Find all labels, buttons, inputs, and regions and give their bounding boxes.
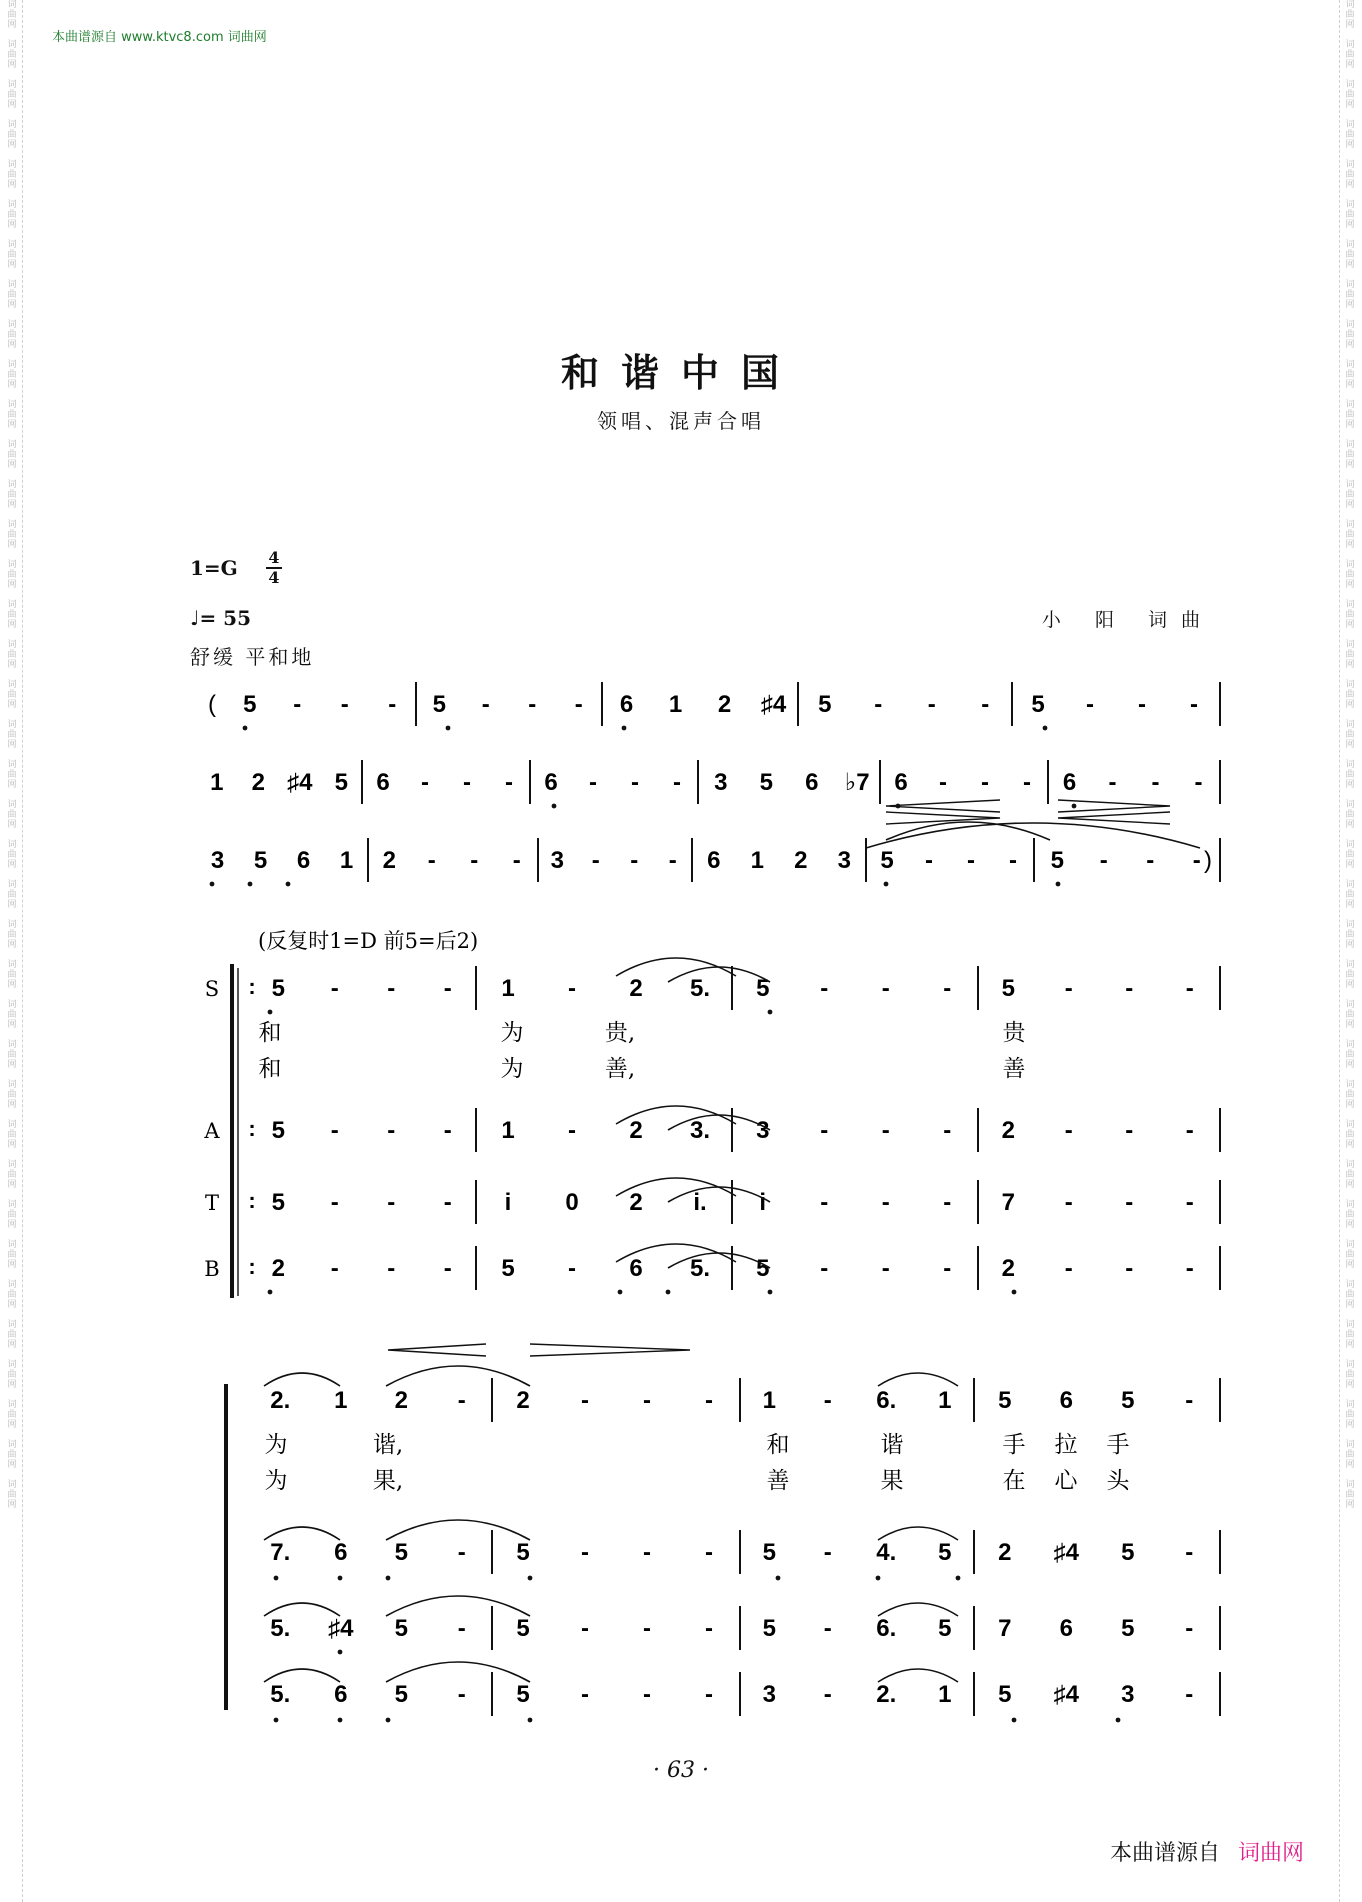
system1-soprano-note: -: [881, 975, 890, 1002]
system2-tenor-note: 7: [998, 1615, 1012, 1642]
system1-bass-note: 2: [1001, 1255, 1015, 1282]
octave-dot: [210, 882, 215, 887]
system1-bass-note: -: [1125, 1255, 1134, 1282]
slur: [668, 967, 770, 982]
system1-soprano-note: -: [443, 975, 452, 1002]
song-title: 和谐中国: [560, 350, 801, 395]
intro-row3-note: -: [512, 847, 521, 874]
system2-bass-note: -: [643, 1681, 651, 1708]
intro-row2-note: 6: [1062, 769, 1077, 796]
octave-dot: [768, 1290, 773, 1295]
intro-row3-note: -: [1099, 847, 1108, 874]
crescendo-hairpin: [388, 1344, 486, 1356]
intro-row2-note: -: [673, 769, 681, 796]
intro-row2-note: 3: [714, 769, 728, 796]
octave-dot: [274, 1718, 279, 1723]
octave-dot: [622, 726, 627, 731]
system1-tenor-note: -: [387, 1189, 396, 1216]
system1-tenor-note: i: [759, 1189, 767, 1216]
intro-row1-note: -: [574, 691, 583, 718]
lyric-verse2: 为: [500, 1056, 524, 1082]
lyric-verse2: 心: [1054, 1468, 1078, 1494]
system2-alto-note: -: [643, 1539, 651, 1566]
lyric-verse1: 和: [258, 1020, 282, 1046]
system1-alto-note: -: [330, 1117, 339, 1144]
intro-row3-note: -: [1146, 847, 1155, 874]
system1-tenor-note: -: [1064, 1189, 1073, 1216]
system2-soprano-note: -: [581, 1387, 589, 1414]
intro-row1-note: -: [874, 691, 883, 718]
intro-row1-note: -: [981, 691, 990, 718]
system2-bass-note: -: [1185, 1681, 1194, 1708]
system2-soprano-note: 6: [1059, 1387, 1073, 1414]
octave-dot: [386, 1576, 391, 1581]
system1-bass-note: 5: [756, 1255, 770, 1282]
system2-tenor-note: -: [581, 1615, 589, 1642]
system2-tenor-note: 6.: [876, 1615, 897, 1642]
system2-alto-note: -: [457, 1539, 466, 1566]
slur: [878, 1373, 958, 1386]
system1-alto-note: -: [443, 1117, 452, 1144]
intro-row3-note: 3: [550, 847, 564, 874]
system1-alto-note: -: [820, 1117, 829, 1144]
slur: [386, 1662, 530, 1682]
lyric-verse2: 和: [258, 1056, 282, 1082]
lyric-verse2: 善,: [604, 1056, 636, 1082]
system1-soprano-note: -: [1064, 975, 1073, 1002]
intro-row1-note: -: [481, 691, 490, 718]
system1-soprano-note: 5: [756, 975, 770, 1002]
system1-alto-note: -: [943, 1117, 952, 1144]
system1-bass-note: -: [330, 1255, 339, 1282]
lyric-verse2: 果,: [372, 1468, 404, 1494]
system1-bass-note: 5.: [689, 1255, 711, 1282]
song-subtitle: 领唱、混声合唱: [597, 409, 765, 433]
slur: [386, 1596, 530, 1616]
left-watermark-strip: 词 曲 网 词 曲 网 词 曲 网 词 曲 网 词 曲 网 词 曲 网 词 曲 网 词 曲 网 词 曲 网 词 曲 网 词 曲 网 词 曲 网 词 曲 网 词 曲 网 词 曲 网 词 曲 网 词 曲 网 词 曲 网 词 曲 网 词 曲 网 词 曲 网 词 曲 网 词 曲 网 词 曲 网 词 曲 网 词 曲 网 词 曲 网 词 曲 网 词 曲 网 词 曲 网 词 曲 网 词 曲 网 词 曲 网 词 曲 网 词 曲 网 词 曲 网 词 曲 网 词 曲 网: [7, 0, 17, 1510]
system2-tenor-note: -: [643, 1615, 651, 1642]
lyric-verse1: 为: [264, 1432, 288, 1458]
expression-mark: 舒缓 平和地: [190, 645, 315, 669]
intro-row2-note: 5: [334, 769, 348, 796]
octave-dot: [1012, 1718, 1017, 1723]
footer-source-label: 本曲谱源自: [1109, 1841, 1220, 1866]
intro-row3-note: -: [967, 847, 975, 874]
system2-alto-note: 7.: [270, 1539, 291, 1566]
system1-tenor-note: -: [330, 1189, 339, 1216]
lyric-verse2: 果: [880, 1468, 904, 1494]
system2-bass-note: -: [457, 1681, 466, 1708]
octave-dot: [286, 882, 291, 887]
octave-dot: [1116, 1718, 1121, 1723]
system1-soprano-note: 1: [501, 975, 515, 1002]
slur: [386, 1366, 530, 1386]
system1-soprano-note: -: [568, 975, 576, 1002]
system2-alto-note: -: [1185, 1539, 1194, 1566]
octave-dot: [528, 1718, 533, 1723]
intro-row2-note: -: [589, 769, 597, 796]
intro-row1-note: 5: [1031, 691, 1045, 718]
lyric-verse1: 谐: [880, 1432, 904, 1458]
system1-tenor-note: 2: [629, 1189, 643, 1216]
slur: [668, 1115, 770, 1130]
system2-alto-note: -: [581, 1539, 589, 1566]
octave-dot: [776, 1576, 781, 1581]
lyric-verse1: 谐,: [372, 1432, 404, 1458]
intro-row2-note: -: [1151, 769, 1160, 796]
intro-row3-note: -: [1192, 847, 1201, 874]
system1-tenor-note: -: [820, 1189, 829, 1216]
system2-alto-note: 6: [334, 1539, 348, 1566]
system2-alto-note: 5: [1121, 1539, 1135, 1566]
octave-dot: [248, 882, 253, 887]
lyric-verse1: 贵,: [604, 1020, 636, 1046]
system1-tenor-note: -: [1125, 1189, 1134, 1216]
repeat-sign: :: [248, 1188, 256, 1213]
system1-tenor-note: 5: [271, 1189, 285, 1216]
intro-row3-note: -: [1009, 847, 1017, 874]
repeat-note: (反复时1=D 前5=后2): [258, 929, 479, 953]
octave-dot: [1043, 726, 1048, 731]
intro-row3-note: 6: [296, 847, 311, 874]
system2-alto-note: -: [823, 1539, 832, 1566]
intro-row2-note: -: [463, 769, 471, 796]
footer-source: [1110, 1836, 1304, 1867]
octave-dot: [386, 1718, 391, 1723]
system2-soprano-note: 5: [998, 1387, 1012, 1414]
paren-close: ): [1204, 847, 1212, 874]
octave-dot: [768, 1010, 773, 1015]
system2-tenor-note: 5.: [270, 1615, 291, 1642]
decrescendo-hairpin: [530, 1344, 690, 1356]
intro-row2-note: -: [421, 769, 429, 796]
slur: [386, 1520, 530, 1540]
intro-row1-note: -: [1138, 691, 1146, 718]
system2-alto-note: 5: [762, 1539, 776, 1566]
system1-alto-note: 3.: [689, 1117, 711, 1144]
system2-alto-note: -: [705, 1539, 713, 1566]
tempo-value: = 55: [199, 606, 251, 630]
system2-bass-note: 1: [938, 1681, 952, 1708]
system2-tenor-note: -: [823, 1615, 832, 1642]
lyric-verse1: 拉: [1054, 1432, 1078, 1458]
system1-tenor-note: -: [443, 1189, 452, 1216]
system1-tenor-note: 7: [1001, 1189, 1015, 1216]
system1-tenor-note: -: [943, 1189, 952, 1216]
intro-row2-note: 6: [894, 769, 908, 796]
system2-tenor-note: 5: [1121, 1615, 1135, 1642]
intro-row3-note: -: [427, 847, 436, 874]
system2-bass-note: 2.: [876, 1681, 897, 1708]
system2-bass-note: ♯4: [1053, 1681, 1079, 1708]
system2-soprano-note: 2: [516, 1387, 530, 1414]
system2-bass-note: 3: [1121, 1681, 1135, 1708]
system2-alto-note: 5: [394, 1539, 408, 1566]
system2-soprano-note: -: [705, 1387, 713, 1414]
system1-soprano-note: 5: [1001, 975, 1015, 1002]
intro-row2-note: -: [1023, 769, 1031, 796]
octave-dot: [274, 1576, 279, 1581]
system1-alto-note: -: [1125, 1117, 1134, 1144]
system1-bass-note: -: [443, 1255, 452, 1282]
intro-row1-note: -: [1190, 691, 1198, 718]
octave-dot: [268, 1010, 273, 1015]
system2-soprano-note: 2: [394, 1387, 408, 1414]
intro-row2-note: 6: [376, 769, 390, 796]
intro-row3-note: 5: [253, 847, 268, 874]
intro-row3-note: 5: [1050, 847, 1064, 874]
intro-row2-note: ♯4: [287, 769, 313, 796]
system2-soprano-note: 1: [938, 1387, 952, 1414]
system1-soprano-note: 2: [629, 975, 643, 1002]
system1-alto-note: 3: [756, 1117, 770, 1144]
voice-label-a: A: [204, 1119, 220, 1143]
intro-row3-note: -: [925, 847, 933, 874]
system1-soprano-note: -: [1125, 975, 1134, 1002]
system1-alto-note: -: [881, 1117, 890, 1144]
lyric-verse2: 头: [1106, 1468, 1130, 1494]
system1-tenor-note: -: [881, 1189, 890, 1216]
source-header: 本曲谱源自 www.ktvc8.com 词曲网: [52, 30, 267, 45]
system1-bass-note: -: [1185, 1255, 1194, 1282]
system2-tenor-note: -: [457, 1615, 466, 1642]
page-number: · 63 ·: [653, 1758, 709, 1783]
system2-tenor-note: -: [705, 1615, 713, 1642]
system1-tenor-note: -: [1185, 1189, 1194, 1216]
intro-row2-note: 6: [805, 769, 819, 796]
intro-row2-note: -: [631, 769, 639, 796]
time-sig-bottom: 4: [268, 568, 280, 587]
system2-tenor-note: -: [1185, 1615, 1194, 1642]
system2-tenor-note: ♯4: [328, 1615, 354, 1642]
intro-row3-note: 5: [880, 847, 894, 874]
intro-row3-note: 2: [382, 847, 396, 874]
system1-alto-note: -: [387, 1117, 396, 1144]
system2-soprano-note: 1: [334, 1387, 348, 1414]
system1-bass-note: 2: [271, 1255, 285, 1282]
intro-row1-note: -: [293, 691, 302, 718]
system1-tenor-note: i: [504, 1189, 512, 1216]
system1-tenor-note: 0: [565, 1189, 579, 1216]
system2-bass-note: 5: [516, 1681, 530, 1708]
intro-row2-note: 6: [544, 769, 558, 796]
system2-bass-note: 5: [998, 1681, 1012, 1708]
voice-label-t: T: [204, 1191, 220, 1215]
intro-row1-note: 2: [717, 691, 732, 718]
octave-dot: [884, 882, 889, 887]
lyric-verse2: 善: [1002, 1056, 1026, 1082]
intro-row1-note: 5: [432, 691, 446, 718]
intro-row2-note: ♭7: [844, 769, 870, 796]
intro-row3-note: 1: [339, 847, 354, 874]
octave-dot: [528, 1576, 533, 1581]
intro-row3-note: -: [630, 847, 639, 874]
intro-row1-note: -: [388, 691, 397, 718]
system2-tenor-note: 5: [938, 1615, 952, 1642]
octave-dot: [1012, 1290, 1017, 1295]
lyric-verse1: 手: [1106, 1432, 1130, 1458]
system2-alto-note: 2: [998, 1539, 1012, 1566]
intro-row2-note: 5: [759, 769, 773, 796]
footer-site-name: 词曲网: [1237, 1841, 1304, 1866]
system1-bass-note: -: [881, 1255, 890, 1282]
system1-soprano-note: -: [943, 975, 952, 1002]
slur: [668, 1187, 770, 1202]
intro-row1-note: 5: [818, 691, 832, 718]
system1-bass-note: 5: [501, 1255, 515, 1282]
system1-soprano-note: -: [1185, 975, 1194, 1002]
system1-alto-note: 5: [271, 1117, 285, 1144]
crescendo-hairpin: [886, 800, 1000, 812]
key-label: 1=G: [190, 556, 238, 580]
system2-bass-note: -: [705, 1681, 713, 1708]
system1-bass-note: -: [943, 1255, 952, 1282]
system2-alto-note: 4.: [876, 1539, 897, 1566]
slur: [886, 822, 1050, 840]
intro-row1-note: ♯4: [760, 691, 787, 718]
voice-label-b: B: [204, 1257, 220, 1281]
lyric-verse1: 手: [1002, 1432, 1026, 1458]
intro-row2-note: -: [981, 769, 989, 796]
octave-dot: [666, 1290, 671, 1295]
system1-alto-note: -: [568, 1117, 576, 1144]
system1-tenor-note: i.: [693, 1189, 707, 1216]
system2-tenor-note: 6: [1059, 1615, 1073, 1642]
system1-alto-note: 1: [501, 1117, 515, 1144]
intro-row2-note: 1: [210, 769, 224, 796]
octave-dot: [268, 1290, 273, 1295]
intro-row2-note: -: [1194, 769, 1203, 796]
lyric-verse2: 善: [766, 1468, 790, 1494]
system1-bass-note: -: [568, 1255, 576, 1282]
system1-bass-note: -: [1064, 1255, 1073, 1282]
system1-bass-note: 6: [629, 1255, 643, 1282]
system1-soprano-note: -: [330, 975, 339, 1002]
composer-credit: 小 阳 词曲: [1041, 609, 1214, 631]
octave-dot: [243, 726, 248, 731]
system2-soprano-note: 5: [1121, 1387, 1135, 1414]
system2-soprano-note: 2.: [270, 1387, 291, 1414]
voice-label-s: S: [204, 977, 220, 1001]
system2-soprano-note: -: [823, 1387, 832, 1414]
quarter-note-icon: ♩: [190, 606, 200, 630]
octave-dot: [956, 1576, 961, 1581]
octave-dot: [1072, 804, 1077, 809]
system1-alto-note: 2: [1001, 1117, 1015, 1144]
intro-row1-note: 6: [619, 691, 634, 718]
intro-row3-note: 6: [707, 847, 721, 874]
system1-soprano-note: -: [820, 975, 829, 1002]
octave-dot: [446, 726, 451, 731]
system1-alto-note: -: [1064, 1117, 1073, 1144]
lyric-verse1: 和: [766, 1432, 790, 1458]
intro-row3-note: 3: [210, 847, 225, 874]
system2-bass-note: 3: [762, 1681, 776, 1708]
system2-tenor-note: 5: [394, 1615, 408, 1642]
intro-row1-note: 5: [243, 691, 257, 718]
repeat-sign: :: [248, 1254, 256, 1279]
intro-row1-note: -: [528, 691, 537, 718]
system2-soprano-note: 6.: [876, 1387, 897, 1414]
octave-dot: [338, 1718, 343, 1723]
intro-row3-note: 3: [837, 847, 851, 874]
crescendo-hairpin: [1058, 812, 1170, 824]
intro-row1-note: -: [927, 691, 936, 718]
system1-soprano-note: 5: [271, 975, 285, 1002]
lyric-verse2: 在: [1002, 1468, 1026, 1494]
intro-row2-note: -: [1108, 769, 1117, 796]
time-sig-top: 4: [268, 548, 280, 567]
lyric-verse2: 为: [264, 1468, 288, 1494]
system2-bass-note: 6: [334, 1681, 348, 1708]
system1-bass-note: -: [387, 1255, 396, 1282]
slur: [264, 1373, 340, 1386]
octave-dot: [1056, 882, 1061, 887]
slur: [668, 1253, 770, 1268]
right-watermark-strip: 词 曲 网 词 曲 网 词 曲 网 词 曲 网 词 曲 网 词 曲 网 词 曲 网 词 曲 网 词 曲 网 词 曲 网 词 曲 网 词 曲 网 词 曲 网 词 曲 网 词 曲 网 词 曲 网 词 曲 网 词 曲 网 词 曲 网 词 曲 网 词 曲 网 词 曲 网 词 曲 网 词 曲 网 词 曲 网 词 曲 网 词 曲 网 词 曲 网 词 曲 网 词 曲 网 词 曲 网 词 曲 网 词 曲 网 词 曲 网 词 曲 网 词 曲 网 词 曲 网 词 曲 网: [1345, 0, 1355, 1510]
system2-soprano-note: -: [1185, 1387, 1194, 1414]
system1-soprano-note: 5.: [689, 975, 711, 1002]
system2-tenor-note: 5: [516, 1615, 530, 1642]
system2-alto-note: 5: [516, 1539, 530, 1566]
octave-dot: [338, 1576, 343, 1581]
octave-dot: [618, 1290, 623, 1295]
repeat-sign: :: [248, 1116, 256, 1141]
intro-row1-note: -: [340, 691, 349, 718]
lyric-verse1: 贵: [1002, 1020, 1026, 1046]
intro-row1-note: 1: [668, 691, 683, 718]
intro-row3-note: -: [470, 847, 479, 874]
system1-alto-note: 2: [629, 1117, 643, 1144]
system2-soprano-note: 1: [762, 1387, 776, 1414]
paren-open: (: [208, 691, 216, 718]
system2-tenor-note: 5: [762, 1615, 776, 1642]
intro-row2-note: -: [505, 769, 513, 796]
intro-row2-note: 2: [251, 769, 265, 796]
system2-bass-note: -: [823, 1681, 832, 1708]
system2-alto-note: 5: [938, 1539, 952, 1566]
intro-row2-note: -: [939, 769, 947, 796]
system2-bass-note: 5: [394, 1681, 408, 1708]
system2-bass-note: 5.: [270, 1681, 291, 1708]
system2-soprano-note: -: [457, 1387, 466, 1414]
system2-soprano-note: -: [643, 1387, 651, 1414]
system2-alto-note: ♯4: [1053, 1539, 1079, 1566]
intro-row3-note: 1: [750, 847, 764, 874]
system1-bass-note: -: [820, 1255, 829, 1282]
octave-dot: [552, 804, 557, 809]
repeat-sign: :: [248, 974, 256, 999]
octave-dot: [338, 1650, 343, 1655]
system1-alto-note: -: [1185, 1117, 1194, 1144]
octave-dot: [876, 1576, 881, 1581]
system1-soprano-note: -: [387, 975, 396, 1002]
intro-row1-note: -: [1086, 691, 1094, 718]
system2-bass-note: -: [581, 1681, 589, 1708]
intro-row3-note: -: [591, 847, 600, 874]
intro-row3-note: -: [668, 847, 677, 874]
lyric-verse1: 为: [500, 1020, 524, 1046]
intro-row3-note: 2: [794, 847, 808, 874]
